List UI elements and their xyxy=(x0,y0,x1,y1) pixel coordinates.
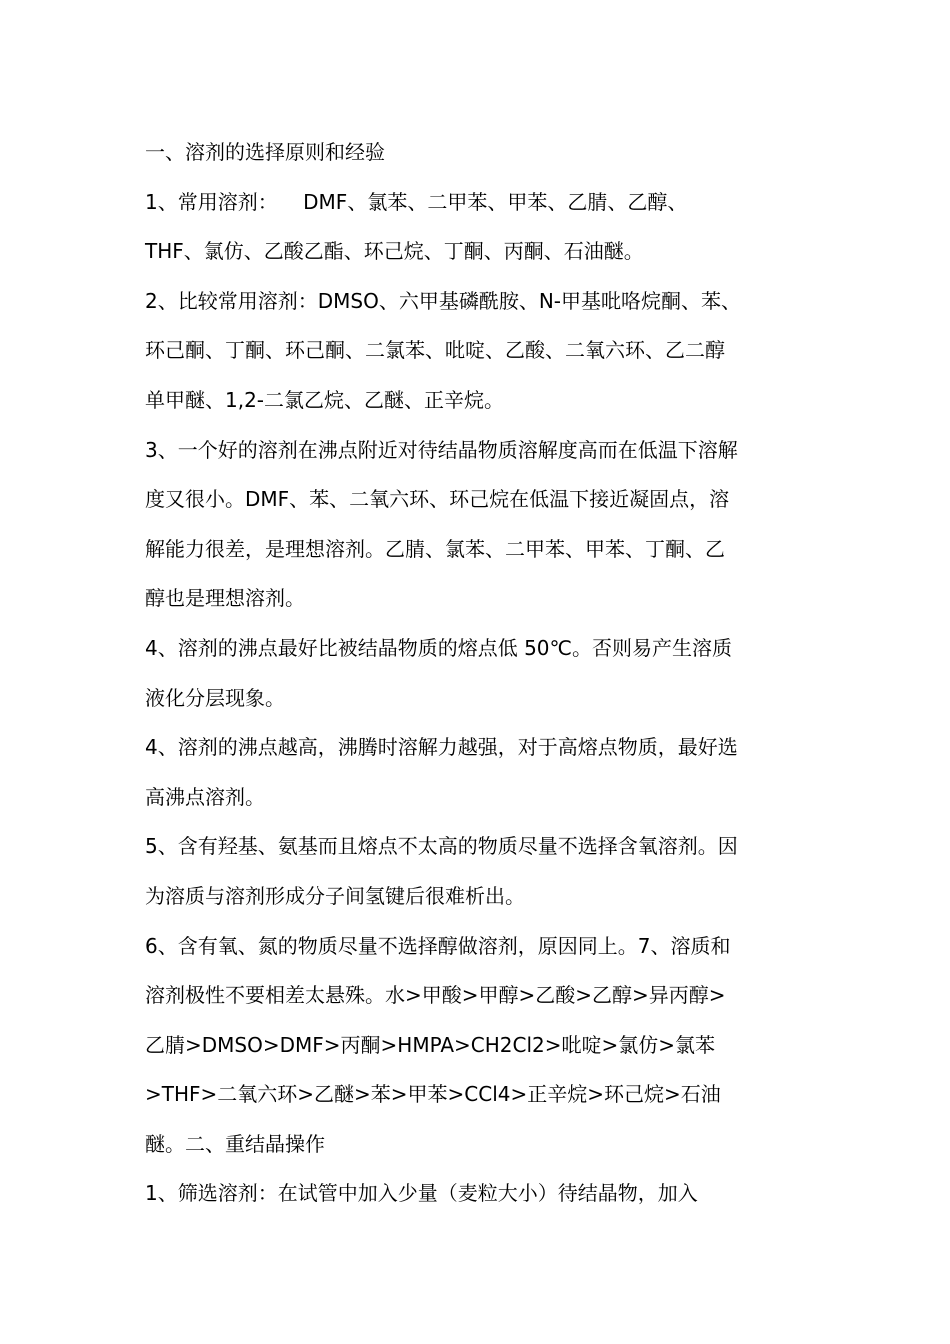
paragraph-line: 为溶质与溶剂形成分子间氢键后很难析出。 xyxy=(145,883,525,908)
paragraph-line: 解能力很差，是理想溶剂。乙腈、氯苯、二甲苯、甲苯、丁酮、乙 xyxy=(145,536,725,561)
paragraph-line: 环己酮、丁酮、环己酮、二氯苯、吡啶、乙酸、二氧六环、乙二醇 xyxy=(145,338,725,363)
paragraph-line: 醚。二、重结晶操作 xyxy=(145,1131,325,1156)
paragraph-line: 1、常用溶剂： DMF、氯苯、二甲苯、甲苯、乙腈、乙醇、 xyxy=(145,189,688,214)
paragraph-line: 乙腈>DMSO>DMF>丙酮>HMPA>CH2Cl2>吡啶>氯仿>氯苯 xyxy=(145,1032,716,1057)
section-heading-solvent-selection: 一、溶剂的选择原则和经验 xyxy=(145,140,385,164)
paragraph-line: 6、含有氧、氮的物质尽量不选择醇做溶剂，原因同上。7、溶质和 xyxy=(145,933,731,958)
paragraph-line: 5、含有羟基、氨基而且熔点不太高的物质尽量不选择含氧溶剂。因 xyxy=(145,834,738,859)
paragraph-line: 高沸点溶剂。 xyxy=(145,784,265,809)
paragraph-line: 度又很小。DMF、苯、二氧六环、环己烷在低温下接近凝固点，溶 xyxy=(145,487,730,512)
document-body xyxy=(145,128,810,1219)
paragraph-line: 1、筛选溶剂：在试管中加入少量（麦粒大小）待结晶物，加入 xyxy=(145,1181,698,1206)
paragraph-line: 4、溶剂的沸点越高，沸腾时溶解力越强，对于高熔点物质，最好选 xyxy=(145,735,738,760)
paragraph-line: 单甲醚、1,2-二氯乙烷、乙醚、正辛烷。 xyxy=(145,387,505,412)
paragraph-line: 醇也是理想溶剂。 xyxy=(145,586,305,611)
paragraph-line: THF、氯仿、乙酸乙酯、环己烷、丁酮、丙酮、石油醚。 xyxy=(145,239,644,264)
paragraph-line: 2、比较常用溶剂：DMSO、六甲基磷酰胺、N-甲基吡咯烷酮、苯、 xyxy=(145,288,741,313)
paragraph-line: >THF>二氧六环>乙醚>苯>甲苯>CCl4>正辛烷>环己烷>石油 xyxy=(145,1082,721,1107)
paragraph-line: 3、一个好的溶剂在沸点附近对待结晶物质溶解度高而在低温下溶解 xyxy=(145,437,738,462)
paragraph-line: 溶剂极性不要相差太悬殊。水>甲酸>甲醇>乙酸>乙醇>异丙醇> xyxy=(145,983,726,1008)
paragraph-line: 液化分层现象。 xyxy=(145,685,285,710)
paragraph-line: 4、溶剂的沸点最好比被结晶物质的熔点低 50℃。否则易产生溶质 xyxy=(145,635,732,660)
